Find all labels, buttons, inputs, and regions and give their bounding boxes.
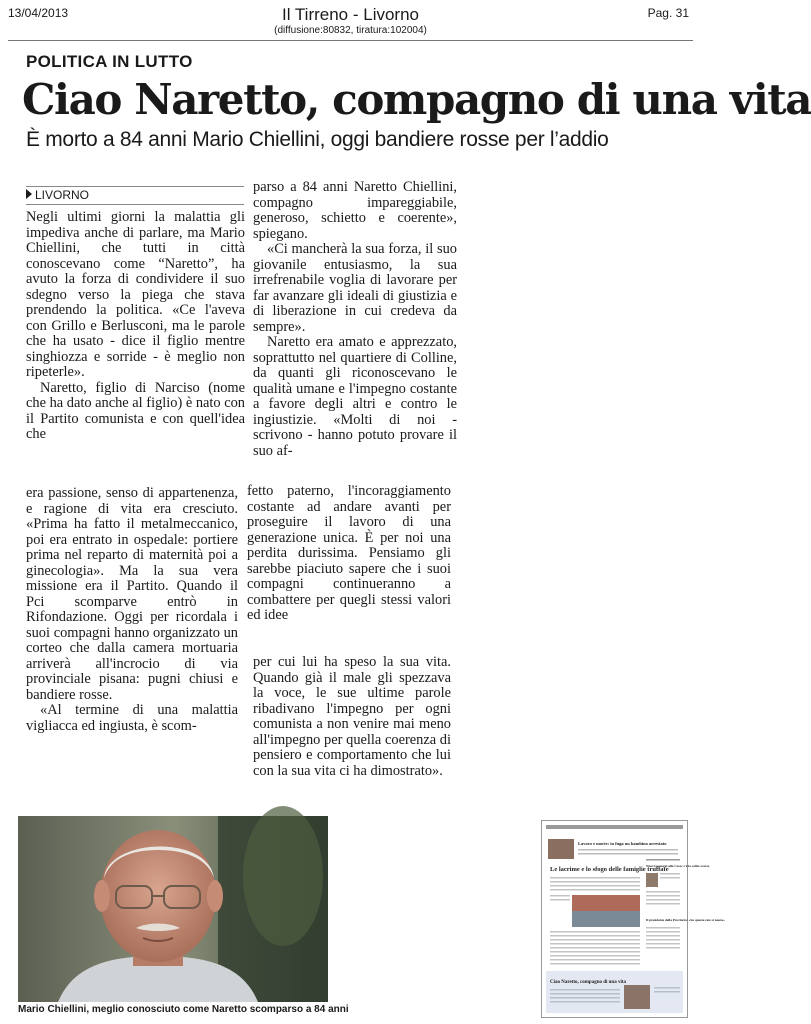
- paragraph: Negli ultimi giorni la malattia gli impediva anche di parlare, ma Mario Chiellini, che tutti in città conoscevano come “Naretto”, ha avuto la forza di condividere il suo sdegno verso la piega che stava prendendo la politica. «Ce l'aveva con Grillo e Berlusconi, ma le parole che ha usato - dice il figlio mentre singhiozza e sorride - è meglio non ripeterle».: [26, 209, 245, 380]
- article-kicker: POLITICA IN LUTTO: [26, 52, 193, 71]
- thumbnail-brief-headline: Lavoro e morte: in fuga un bambino arrestato: [578, 841, 667, 846]
- body-column-1: [26, 210, 245, 443]
- paragraph: «Al termine di una malattia vigliacca ed ingiusta, è scom-: [26, 702, 238, 734]
- body-column-3: [26, 486, 238, 734]
- paragraph: era passione, senso di appartenenza, e ragione di vita era cresciuto. «Prima ha fatto il metalmeccanico, poi era entrato in ospedale: portiere prima nel reparto di maternità poi a ginecologia». Ma la sua vera missione era il Partito. Quando il Pci scomparve entrò in Rifondazione. Oggi per ricordala i suoi compagni hanno organizzato un corteo che dalla camera mortuaria arriverà all'incrocio di via provinciale pisana: pugni chiusi e bandiere rosse.: [26, 485, 238, 703]
- location-rule-top: [26, 186, 244, 187]
- paragraph: parso a 84 anni Naretto Chiellini, compagno impareggiabile, generoso, schietto e coerente», spiegano.: [253, 179, 457, 242]
- thumbnail-side-item-1: Nuovi posteggi alla Casa: c'è la solita scarsa: [646, 864, 710, 868]
- article-subheadline: È morto a 84 anni Mario Chiellini, oggi bandiere rosse per l’addio: [26, 128, 609, 151]
- location-rule-bottom: [26, 204, 244, 205]
- paragraph: per cui lui ha speso la sua vita. Quando già il male gli spezzava la voce, le sue ultime parole ribadivano l'impegno per ogni comunista a non venire mai meno all'impegno per quella coerenza di pensiero e comportamento che lui con la sua vita ci ha dimostrato».: [253, 654, 451, 779]
- photo-caption: Mario Chiellini, meglio conosciuto come Naretto scomparso a 84 anni: [18, 1004, 349, 1015]
- body-column-4: [247, 484, 451, 624]
- body-column-5: [253, 655, 451, 779]
- paragraph: Naretto, figlio di Narciso (nome che ha dato anche al figlio) è nato con il Partito comunista e con quell'idea che: [26, 379, 245, 442]
- location-tag: [26, 188, 89, 202]
- thumbnail-main-headline: Le lacrime e lo sfogo delle famiglie truffate: [550, 866, 669, 873]
- portrait-illustration: [18, 816, 328, 1002]
- thumbnail-side-item-2: Il presidente della Provincia: «Su questa rete si nuota»: [646, 918, 725, 922]
- triangle-bullet-icon: [26, 189, 32, 199]
- article-headline: Ciao Naretto, compagno di una vita: [22, 75, 811, 124]
- page-number: Pag. 31: [647, 6, 689, 20]
- circulation-info: (diffusione:80832, tiratura:102004): [274, 25, 427, 36]
- thumbnail-bottom-headline: Ciao Naretto, compagno di una vita: [550, 980, 627, 985]
- thumbnail-layout: [542, 821, 725, 1017]
- location-label: LIVORNO: [35, 188, 90, 202]
- portrait-photo: [18, 816, 328, 1002]
- newspaper-name: Il Tirreno - Livorno: [282, 5, 419, 24]
- page-thumbnail: [541, 820, 725, 1018]
- paragraph: fetto paterno, l'incoraggiamento costante ad andare avanti per proseguire il lavoro di una generazione unica. È per noi una perdita durissima. Pensiamo gli sarebbe piaciuto sapere che i suoi compagni continueranno a combattere per quegli stessi valori ed idee: [247, 483, 451, 623]
- paragraph: «Ci mancherà la sua forza, il suo giovanile entusiasmo, la sua irrefrenabile voglia di lavorare per far avanzare gli ideali di giustizia e di liberazione in cui credeva da sempre».: [253, 241, 457, 335]
- paragraph: Naretto era amato e apprezzato, soprattutto nel quartiere di Colline, da quanti gli riconoscevano le qualità umane e l'impegno costante a favore degli altri e contro le ingiustizie. «Molti di noi - scrivono - hanno potuto provare il suo af-: [253, 334, 457, 459]
- body-column-2: [253, 180, 457, 459]
- clipping-date: 13/04/2013: [8, 6, 69, 20]
- header-divider: [8, 40, 693, 41]
